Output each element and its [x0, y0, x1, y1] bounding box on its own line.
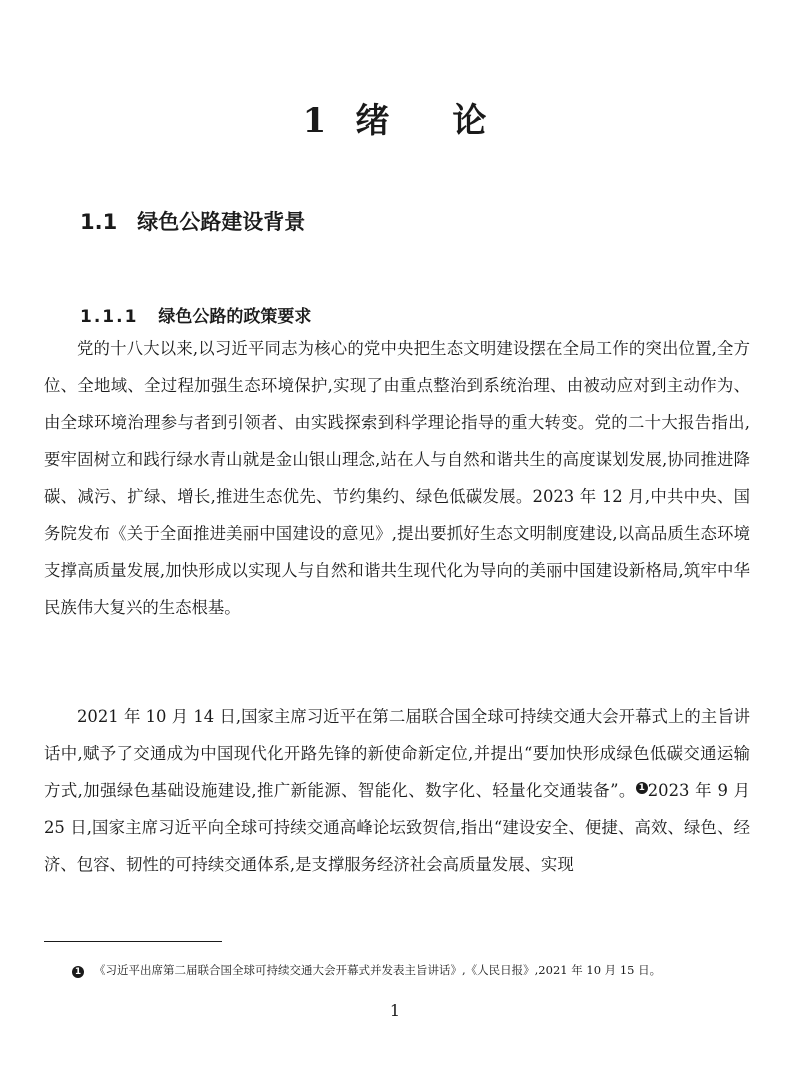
footnote-text: 《习近平出席第二届联合国全球可持续交通大会开幕式并发表主旨讲话》,《人民日报》,2021 年 10 月 15 日。 [94, 963, 662, 977]
chapter-title [0, 93, 790, 142]
footnote-divider [44, 941, 222, 942]
chapter-number: 1 [302, 100, 328, 141]
section-title: 绿色公路建设背景 [137, 210, 306, 235]
chapter-title-char-1: 绪 [355, 100, 391, 141]
body-paragraph-1: 党的十八大以来,以习近平同志为核心的党中央把生态文明建设摆在全局工作的突出位置,全方位、全地域、全过程加强生态环境保护,实现了由重点整治到系统治理、由被动应对到主动作为、由全球环境治理参与者到引领者、由实践探索到科学理论指导的重大转变。党的二十大报告指出,要牢固树立和践行绿水青山就是金山银山理念,站在人与自然和谐共生的高度谋划发展,协同推进降碳、减污、扩绿、增长,推进生态优先、节约集约、绿色低碳发展。2023 年 12 月,中共中央、国务院发布《关于全面推进美丽中国建设的意见》,提出要抓好生态文明制度建设,以高品质生态环境支撑高质量发展,加快形成以实现人与自然和谐共生现代化为导向的美丽中国建设新格局,筑牢中华民族伟大复兴的生态根基。 [44, 339, 750, 617]
chapter-title-char-2: 论 [452, 100, 488, 141]
subsection-heading [80, 302, 311, 327]
footnote-marker: 1 [72, 966, 84, 978]
subsection-number: 1.1.1 [80, 307, 139, 327]
page-number: 1 [389, 1001, 401, 1020]
subsection-title: 绿色公路的政策要求 [158, 307, 312, 327]
footnote [72, 962, 752, 978]
section-heading [80, 206, 305, 236]
section-number: 1.1 [80, 210, 118, 235]
body-paragraph-2 [44, 698, 750, 883]
footnote-reference-marker[interactable]: 1 [636, 782, 648, 794]
paragraph-2-text-b: 2023 年 9 月 25 日,国家主席习近平向全球可持续交通高峰论坛致贺信,指出“建设安全、便捷、高效、绿色、经济、包容、韧性的可持续交通体系,是支撑服务经济社会高质量发展、实现 [44, 781, 750, 874]
paragraph-2-text-a: 2021 年 10 月 14 日,国家主席习近平在第二届联合国全球可持续交通大会开幕式上的主旨讲话中,赋予了交通成为中国现代化开路先锋的新使命新定位,并提出“要加快形成绿色低碳交通运输方式,加强绿色基础设施建设,推广新能源、智能化、数字化、轻量化交通装备”。 [44, 707, 750, 800]
